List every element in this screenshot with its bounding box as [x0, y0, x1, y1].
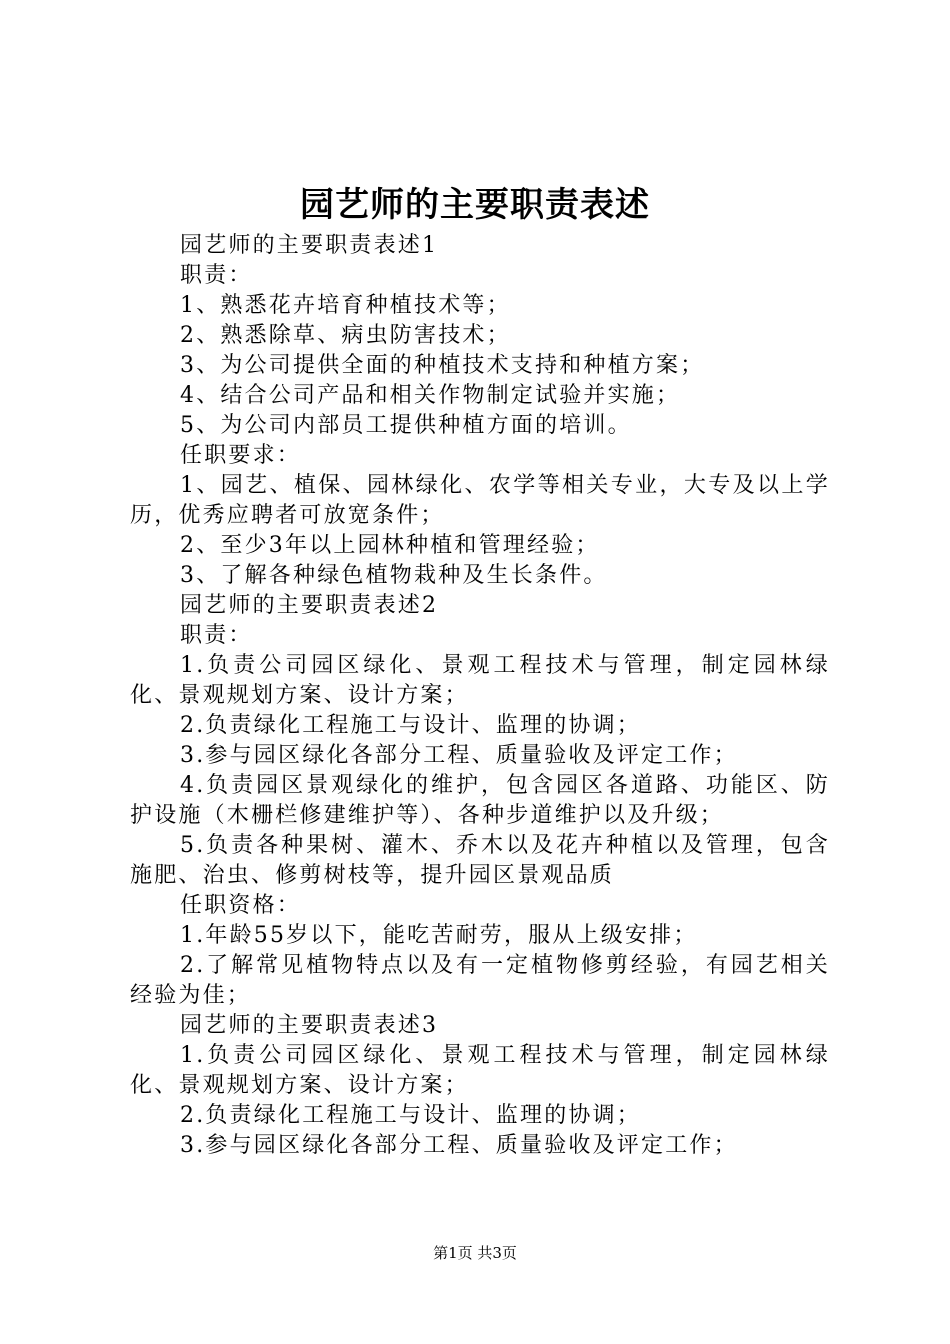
paragraph: 职责： [180, 623, 253, 648]
document-body [130, 231, 830, 1161]
section-heading-1: 园艺师的主要职责表述1 [180, 233, 439, 258]
paragraph: 职责： [180, 263, 253, 288]
section-heading-3: 园艺师的主要职责表述3 [180, 1013, 439, 1038]
section-heading-2: 园艺师的主要职责表述2 [180, 593, 439, 618]
paragraph: 2.了解常见植物特点以及有一定植物修剪经验，有园艺相关经验为佳； [130, 953, 830, 1008]
paragraph: 4、结合公司产品和相关作物制定试验并实施； [180, 383, 681, 408]
page-footer: 第1页 共3页 [433, 1244, 517, 1262]
paragraph: 3.参与园区绿化各部分工程、质量验收及评定工作； [180, 1133, 738, 1158]
paragraph: 2、熟悉除草、病虫防害技术； [180, 323, 511, 348]
paragraph: 2、至少3年以上园林种植和管理经验； [180, 533, 600, 558]
paragraph: 1、园艺、植保、园林绿化、农学等相关专业，大专及以上学历，优秀应聘者可放宽条件； [130, 473, 830, 528]
paragraph: 2.负责绿化工程施工与设计、监理的协调； [180, 1103, 641, 1128]
document-title: 园艺师的主要职责表述 [300, 185, 650, 225]
paragraph: 任职资格： [180, 893, 302, 918]
paragraph: 1.年龄55岁以下，能吃苦耐劳，服从上级安排； [180, 923, 698, 948]
paragraph: 1、熟悉花卉培育种植技术等； [180, 293, 511, 318]
paragraph: 5、为公司内部员工提供种植方面的培训。 [180, 413, 632, 438]
paragraph: 3、了解各种绿色植物栽种及生长条件。 [180, 563, 608, 588]
paragraph: 3.参与园区绿化各部分工程、质量验收及评定工作； [180, 743, 738, 768]
paragraph: 3、为公司提供全面的种植技术支持和种植方案； [180, 353, 705, 378]
paragraph: 1.负责公司园区绿化、景观工程技术与管理，制定园林绿化、景观规划方案、设计方案； [130, 653, 830, 708]
paragraph: 任职要求： [180, 443, 302, 468]
paragraph: 2.负责绿化工程施工与设计、监理的协调； [180, 713, 641, 738]
paragraph: 4.负责园区景观绿化的维护，包含园区各道路、功能区、防护设施（木栅栏修建维护等）、各种步道维护以及升级； [130, 773, 830, 828]
paragraph: 1.负责公司园区绿化、景观工程技术与管理，制定园林绿化、景观规划方案、设计方案； [130, 1043, 830, 1098]
paragraph: 5.负责各种果树、灌木、乔木以及花卉种植以及管理，包含施肥、治虫、修剪树枝等，提升园区景观品质 [130, 833, 830, 888]
